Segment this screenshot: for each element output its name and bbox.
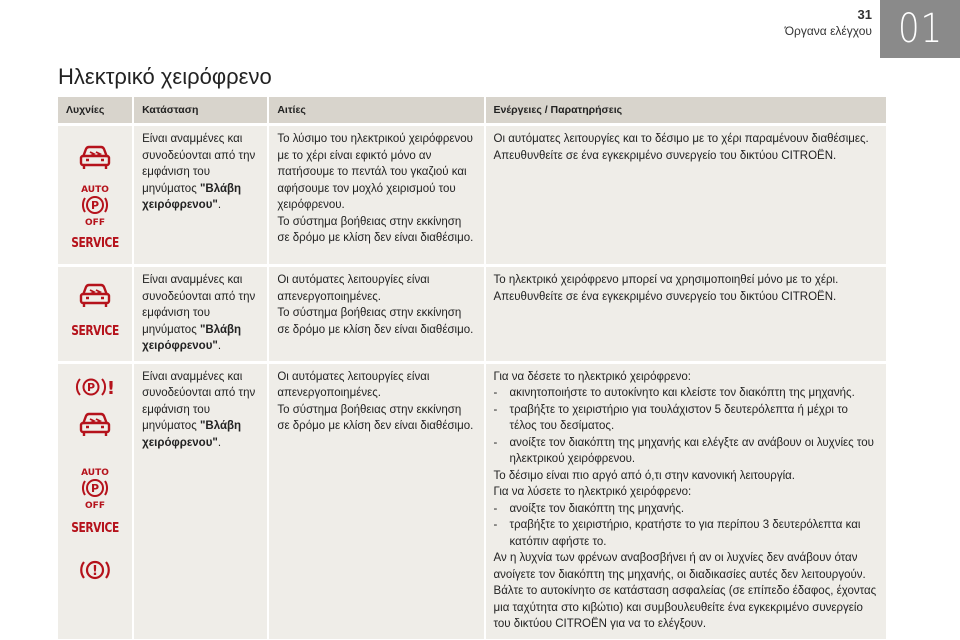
state-text: Είναι αναμμένες και συνοδεύονται από την εμφάνιση του μηνύματος: [142, 274, 256, 336]
dash-bullet: -: [493, 403, 498, 416]
action-text: Απευθυνθείτε σε ένα εγκεκριμένο συνεργείο του δικτύου CITROËN.: [493, 290, 837, 303]
p-label: P: [91, 481, 100, 495]
dash-bullet: -: [493, 519, 498, 531]
state-cell: [134, 123, 269, 264]
state-cell: [134, 264, 269, 361]
auto-off-icon: [77, 465, 113, 509]
step-text: τραβήξτε το χειριστήριο για τουλάχιστον 5 δευτερόλεπτα ή μέχρι το τέλος του δεσίματος.: [509, 403, 848, 432]
table-row: [58, 361, 886, 639]
list-item: [494, 435, 878, 468]
state-text: Είναι αναμμένες και συνοδεύονται από την εμφάνιση του μηνύματος: [142, 370, 256, 432]
state-cell: [134, 361, 269, 639]
page-title: Ηλεκτρικό χειρόφρενο: [58, 64, 272, 89]
column-header-actions: Ενέργειες / Παρατηρήσεις: [486, 97, 886, 123]
state-end: .: [217, 340, 222, 352]
step-text: ακινητοποιήστε το αυτοκίνητο και κλείστε τον διακόπτη της μηχανής.: [509, 387, 855, 399]
brake-alert-icon: [78, 557, 112, 583]
apply-intro: Για να δέσετε το ηλεκτρικό χειρόφρενο:: [493, 370, 691, 383]
list-item: [494, 501, 878, 518]
exclamation-label: !: [92, 564, 98, 579]
service-icon: SERVICE: [71, 236, 119, 251]
step-text: ανοίξτε τον διακόπτη της μηχανής.: [509, 502, 685, 515]
message-text: "Βλάβη χειρόφρενου": [142, 182, 242, 211]
dash-bullet: -: [493, 502, 498, 515]
service-icon: SERVICE: [71, 324, 119, 339]
final-text: Αν η λυχνία των φρένων αναβοσβήνει ή αν οι λυχνίες δεν ανάβουν όταν ανοίγετε τον διακόπτη της μηχανής, οι διαδικασίες αυτές δεν λειτουργούν. Βάλτε το αυτοκίνητο σε κατάσταση ασφαλείας (σε επίπεδο έδαφος, έχοντας μια ταχύτητα στο κιβώτιο) και συμβουλευθείτε ένα εγκεκριμένο συνεργείο του δικτύου CITROËN για να το ελέγξουν.: [493, 552, 877, 630]
off-label: OFF: [85, 500, 106, 509]
message-text: "Βλάβη χειρόφρενου": [142, 323, 242, 352]
actions-cell: [486, 361, 886, 639]
table-header-row: [58, 97, 886, 123]
lamps-cell: [58, 123, 134, 264]
auto-off-icon: [77, 182, 113, 226]
actions-cell: [486, 123, 886, 264]
list-item: [494, 385, 878, 402]
column-header-lamps: Λυχνίες: [58, 97, 134, 123]
brake-car-icon: [77, 282, 113, 310]
chapter-number: 01: [897, 6, 943, 52]
causes-cell: [269, 264, 485, 361]
message-text: "Βλάβη χειρόφρενου": [142, 420, 242, 449]
cause-text: Το σύστημα βοήθειας στην εκκίνηση σε δρόμο με κλίση δεν είναι διαθέσιμο.: [277, 307, 474, 336]
action-text: Απευθυνθείτε σε ένα εγκεκριμένο συνεργείο του δικτύου CITROËN.: [493, 149, 837, 162]
list-item: [494, 517, 878, 550]
table-row: [58, 123, 886, 264]
brake-car-icon: [77, 411, 113, 439]
state-text: Είναι αναμμένες και συνοδεύονται από την εμφάνιση του μηνύματος: [142, 133, 256, 195]
list-item: [494, 402, 878, 435]
cause-text: Οι αυτόματες λειτουργίες είναι απενεργοποιημένες.: [277, 370, 430, 399]
p-label: P: [91, 199, 100, 212]
parking-warning-icon: [73, 375, 117, 399]
step-text: τραβήξτε το χειριστήριο, κρατήστε το για περίπου 3 δευτερόλεπτα και κατόπιν αφήστε το.: [509, 519, 861, 548]
warning-lamps-table: [58, 97, 886, 639]
causes-cell: [269, 123, 485, 264]
exclamation-label: !: [106, 377, 116, 399]
dash-bullet: -: [493, 436, 498, 449]
column-header-causes: Αιτίες: [269, 97, 485, 123]
step-text: ανοίξτε τον διακόπτη της μηχανής και ελέγξτε αν ανάβουν οι λυχνίες του ηλεκτρικού χειρόφρενου.: [509, 436, 874, 465]
lamps-cell: [58, 264, 134, 361]
chapter-tab: [880, 0, 960, 58]
causes-cell: [269, 361, 485, 639]
cause-text: Οι αυτόματες λειτουργίες είναι απενεργοποιημένες.: [277, 274, 430, 303]
actions-cell: [486, 264, 886, 361]
cause-text: Το σύστημα βοήθειας στην εκκίνηση σε δρόμο με κλίση δεν είναι διαθέσιμο.: [277, 403, 474, 432]
chapter-name: Όργανα ελέγχου: [784, 24, 872, 38]
column-header-state: Κατάσταση: [134, 97, 269, 123]
table-row: [58, 264, 886, 361]
state-end: .: [217, 436, 222, 449]
page-number: 31: [857, 7, 872, 22]
auto-label: AUTO: [81, 467, 109, 478]
off-label: OFF: [85, 218, 106, 226]
action-text: Οι αυτόματες λειτουργίες και το δέσιμο με το χέρι παραμένουν διαθέσιμες.: [493, 133, 869, 145]
cause-text: Το λύσιμο του ηλεκτρικού χειρόφρενου με το χέρι είναι εφικτό μόνο αν πατήσουμε το πεντάλ του γκαζιού και αφήσουμε τον μοχλό χειρισμού του χειρόφρενου.: [277, 133, 473, 211]
service-icon: SERVICE: [71, 520, 119, 536]
release-intro: Για να λύσετε το ηλεκτρικό χειρόφρενο:: [493, 486, 692, 498]
auto-label: AUTO: [81, 185, 109, 195]
state-end: .: [217, 199, 222, 211]
lamps-cell: [58, 361, 134, 639]
dash-bullet: -: [493, 387, 498, 399]
p-label: P: [87, 380, 96, 394]
apply-note: Το δέσιμο είναι πιο αργό από ό,τι στην κανονική λειτουργία.: [493, 469, 795, 482]
cause-text: Το σύστημα βοήθειας στην εκκίνηση σε δρόμο με κλίση δεν είναι διαθέσιμο.: [277, 215, 474, 244]
brake-car-icon: [77, 144, 113, 172]
action-text: Το ηλεκτρικό χειρόφρενο μπορεί να χρησιμοποιηθεί μόνο με το χέρι.: [493, 274, 839, 286]
